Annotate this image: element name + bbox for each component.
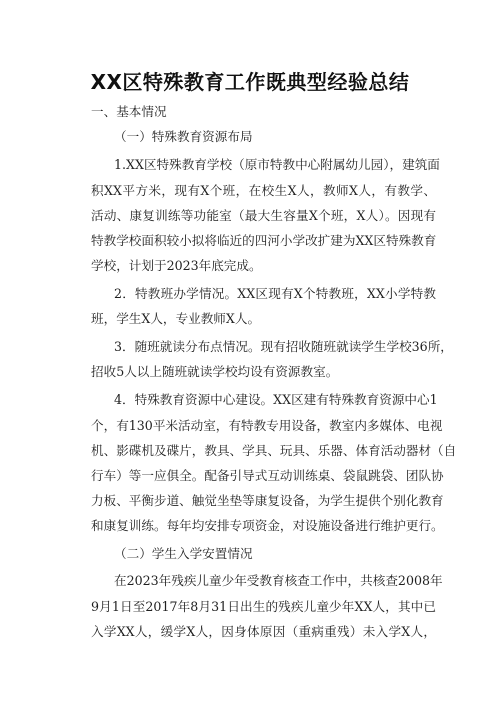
paragraph-line: 入学XX人，缓学X人，因身体原因（重病重残）未入学X人， [91,624,436,639]
paragraph-line: 9月1日至2017年8月31日出生的残疾儿童少年XX人，其中已 [91,599,436,614]
paragraph-line: 4．特殊教育资源中心建设。XX区建有特殊教育资源中心1 [114,392,438,407]
section-heading-basic-situation: 一、基本情况 [91,104,167,119]
paragraph-line: 力板、平衡步道、触觉坐垫等康复设备，为学生提供个别化教育 [91,493,444,508]
paragraph-line: 个，有130平米活动室，有特教专用设备，教室内多媒体、电视 [91,418,443,433]
paragraph-line: 在2023年残疾儿童少年受教育核查工作中，共核查2008年 [114,573,443,588]
paragraph-line: 3．随班就读分布点情况。现有招收随班就读学生学校36所， [114,339,453,354]
subsection-heading-resource-layout: （一）特殊教育资源布局 [114,129,253,144]
paragraph-line: 招收5人以上随班就读学校均设有资源教室。 [91,364,339,379]
paragraph-line: 班，学生X人，专业教师X人。 [91,311,261,326]
paragraph-line: 活动、康复训练等功能室（最大生容量X个班，X人）。因现有 [91,208,436,223]
paragraph-line: 机、影碟机及碟片，教具、学具、玩具、乐器、体育活动器材（自 [91,443,457,458]
paragraph-line: 1.XX区特殊教育学校（原市特教中心附属幼儿园），建筑面 [114,157,440,172]
document-title: XX区特殊教育工作既典型经验总结 [90,70,410,94]
paragraph-line: 特教学校面积较小拟将临近的四河小学改扩建为XX区特殊教育 [91,233,437,248]
paragraph-line: 行车）等一应俱全。配备引导式互动训练桌、袋鼠跳袋、团队协 [91,468,444,483]
paragraph-line: 学校，计划于2023年底完成。 [91,258,262,273]
paragraph-line: 积XX平方米，现有X个班，在校生X人，教师X人，有教学、 [91,183,436,198]
subsection-heading-enrollment: （二）学生入学安置情况 [114,546,253,561]
paragraph-line: 和康复训练。每年均安排专项资金，对设施设备进行维护更行。 [91,518,444,533]
paragraph-line: 2．特教班办学情况。XX区现有X个特教班，XX小学特教 [114,286,436,301]
